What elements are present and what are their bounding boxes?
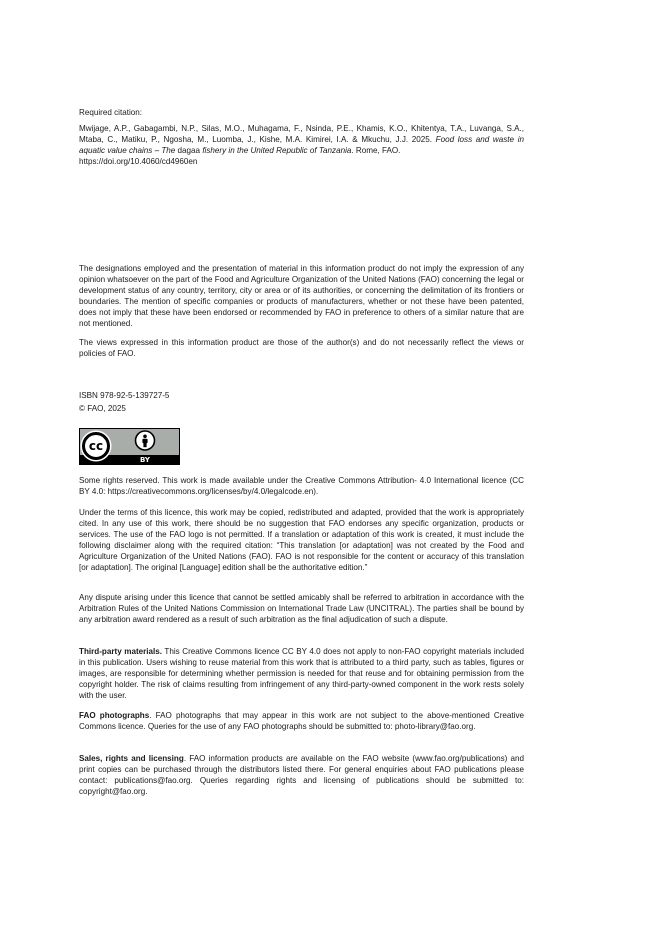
designations-disclaimer: The designations employed and the presentation of material in this information product do not imply the expression of any opinion whatsoever on the part of the Food and Agriculture Organization of the United Nations (FAO) concerning the legal or development status of any country, territory, city or area or of its authorities, or concerning the delimitation of its frontiers or boundaries. The mention of specific companies or products of manufacturers, whether or not these have been patented, does not imply that these have been endorsed or recommended by FAO in preference to others of a similar nature that are not mentioned. bbox=[79, 264, 524, 328]
cc-by-licence-badge bbox=[79, 428, 180, 465]
citation-title-part1: Food loss and waste in aquatic value chains – The bbox=[79, 134, 524, 155]
citation-title-part2: fishery in the United Republic of Tanzania bbox=[202, 145, 352, 155]
photos-label: FAO photographs bbox=[79, 711, 150, 720]
sales-label: Sales, rights and licensing bbox=[79, 754, 184, 763]
citation-doi-link[interactable]: https://doi.org/10.4060/cd4960en bbox=[79, 156, 198, 166]
licence-terms: Under the terms of this licence, this work may be copied, redistributed and adapted, provided that the work is appropriately cited. In any use of this work, there should be no suggestion that FAO endorses any specific organization, products or services. The use of the FAO logo is not permitted. If a translation or adaptation of this work is created, it must include the following disclaimer along with the required citation: “This translation [or adaptation] was not created by the Food and Agriculture Organization of the United Nations (FAO). FAO is not responsible for the content or accuracy of this translation [or adaptation]. The original [Language] edition shall be the authoritative edition.” bbox=[79, 508, 524, 572]
sales-rights-licensing bbox=[79, 754, 524, 798]
isbn: ISBN 978-92-5-139727-5 bbox=[79, 391, 170, 400]
fao-photographs bbox=[79, 711, 524, 733]
person-head bbox=[143, 435, 147, 439]
by-label: BY bbox=[139, 455, 151, 464]
dispute-clause: Any dispute arising under this licence that cannot be settled amicably shall be referred to arbitration in accordance with the Arbitration Rules of the United Nations Commission on International Trade Law (UNCITRAL). The parties shall be bound by any arbitration award rendered as a result of such arbitration as the final adjudication of such a dispute. bbox=[79, 593, 524, 624]
citation-publisher: . Rome, FAO. bbox=[351, 145, 401, 155]
sales-text: . FAO information products are available on the FAO website (www.fao.org/publications) and print copies can be purchased through the distributors listed there. For general enquiries about FAO publications please contact: publications@fao.org. Queries regarding rights and licensing of publications should be submitted to: copyright@fao.org. bbox=[79, 754, 524, 796]
citation-block bbox=[79, 108, 524, 168]
citation-authors: Mwijage, A.P., Gabagambi, N.P., Silas, M.O., Muhagama, F., Nsinda, P.E., Khamis, K.O., Khitentya, T.A., Luvanga, S.A., Mtaba, C., Matiku, P., Ngosha, M., Luomba, J., Kishe, M.A. Kimirei, I.A. & Mkuchu, J.J. 2025. bbox=[79, 123, 524, 144]
some-rights-reserved: Some rights reserved. This work is made available under the Creative Commons Attribution- 4.0 International licence (CC BY 4.0: https://creativecommons.org/licenses/by/4.0/legalcode.en). bbox=[79, 476, 524, 496]
person-body bbox=[142, 439, 147, 443]
views-disclaimer: The views expressed in this information product are those of the author(s) and do not necessarily reflect the views or policies of FAO. bbox=[79, 338, 524, 358]
copyright-notice: © FAO, 2025 bbox=[79, 403, 126, 413]
person-legs bbox=[143, 443, 146, 448]
third-party-label: Third-party materials. bbox=[79, 647, 163, 656]
citation-title-dagaa: dagaa bbox=[177, 145, 201, 155]
photos-text: . FAO photographs that may appear in this work are not subject to the above-mentioned Creative Commons licence. Queries for the use of any FAO photographs should be submitted to: photo-library@fao.org. bbox=[79, 711, 524, 731]
isbn-block bbox=[79, 391, 524, 415]
citation-text bbox=[79, 124, 524, 168]
cc-letters-icon: cc bbox=[88, 439, 104, 453]
citation-heading: Required citation: bbox=[79, 108, 142, 117]
third-party-materials bbox=[79, 647, 524, 702]
third-party-text: This Creative Commons licence CC BY 4.0 does not apply to non-FAO copyright materials included in this publication. Users wishing to reuse material from this work that is attributed to a third party, such as tables, figures or images, are responsible for determining whether permission is needed for that reuse and for obtaining permission from the copyright holder. The risk of claims resulting from infringement of any third-party-owned component in the work rests solely with the user. bbox=[79, 647, 525, 700]
